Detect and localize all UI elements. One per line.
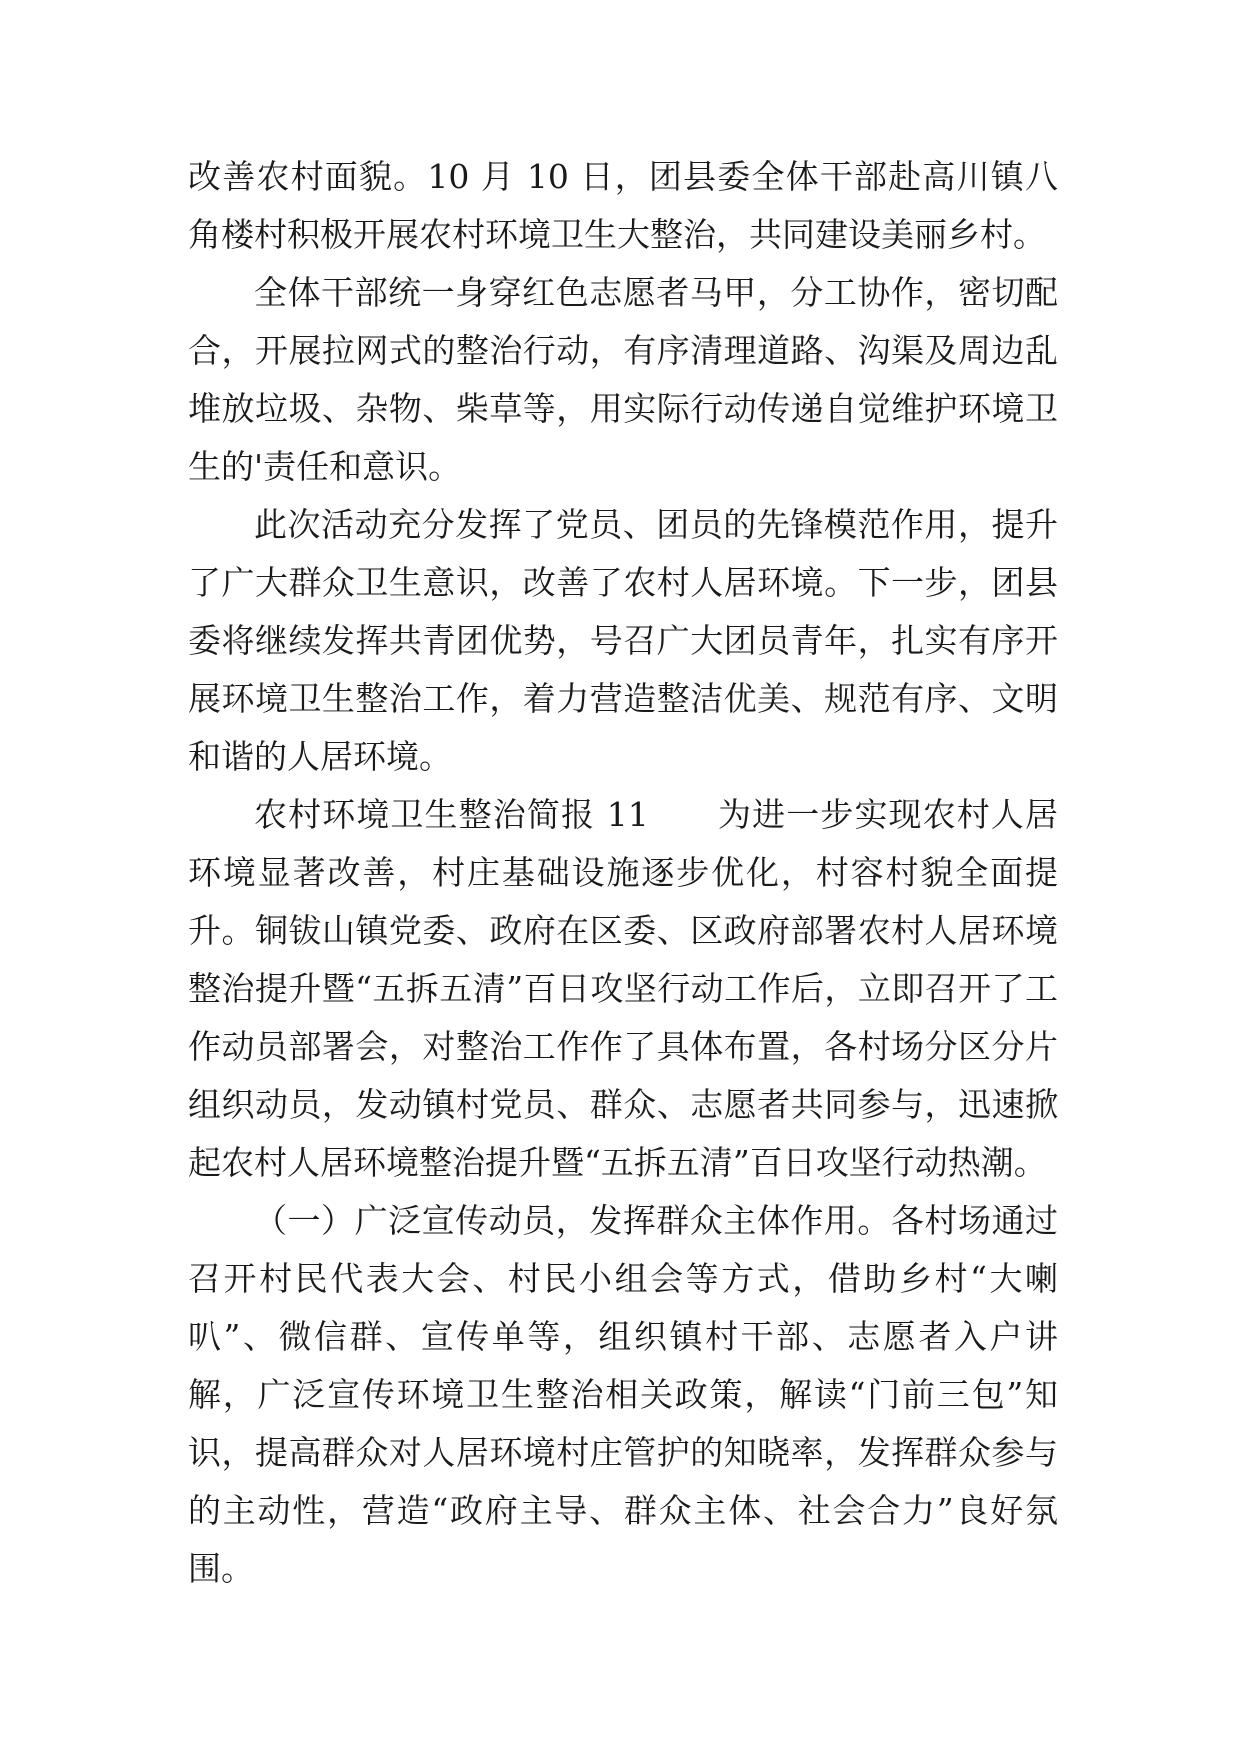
paragraph-village-cleanup-intro: 改善农村面貌。10 月 10 日，团县委全体干部赴高川镇八角楼村积极开展农村环境卫生大整治，共同建设美丽乡村。 — [188, 157, 1058, 254]
document-body — [188, 148, 1058, 1598]
paragraph-publicity-mobilization: （一）广泛宣传动员，发挥群众主体作用。各村场通过召开村民代表大会、村民小组会等方式，借助乡村“大喇叭”、微信群、宣传单等，组织镇村干部、志愿者入户讲解，广泛宣传环境卫生整治相关政策，解读“门前三包”知识，提高群众对人居环境村庄管护的知晓率，发挥群众参与的主动性，营造“政府主导、群众主体、社会合力”良好氛围。 — [188, 1201, 1058, 1588]
paragraph-cadre-action: 全体干部统一身穿红色志愿者马甲，分工协作，密切配合，开展拉网式的整治行动，有序清理道路、沟渠及周边乱堆放垃圾、杂物、柴草等，用实际行动传递自觉维护环境卫生的'责任和意识。 — [188, 273, 1058, 486]
paragraph-briefing-11: 农村环境卫生整治简报 11 为进一步实现农村人居环境显著改善，村庄基础设施逐步优化，村容村貌全面提升。铜钹山镇党委、政府在区委、区政府部署农村人居环境整治提升暨“五拆五清”百日攻坚行动工作后，立即召开了工作动员部署会，对整治工作作了具体布置，各村场分区分片组织动员，发动镇村党员、群众、志愿者共同参与，迅速掀起农村人居环境整治提升暨“五拆五清”百日攻坚行动热潮。 — [188, 795, 1058, 1182]
paragraph-activity-results: 此次活动充分发挥了党员、团员的先锋模范作用，提升了广大群众卫生意识，改善了农村人居环境。下一步，团县委将继续发挥共青团优势，号召广大团员青年，扎实有序开展环境卫生整治工作，着力营造整洁优美、规范有序、文明和谐的人居环境。 — [188, 505, 1058, 776]
